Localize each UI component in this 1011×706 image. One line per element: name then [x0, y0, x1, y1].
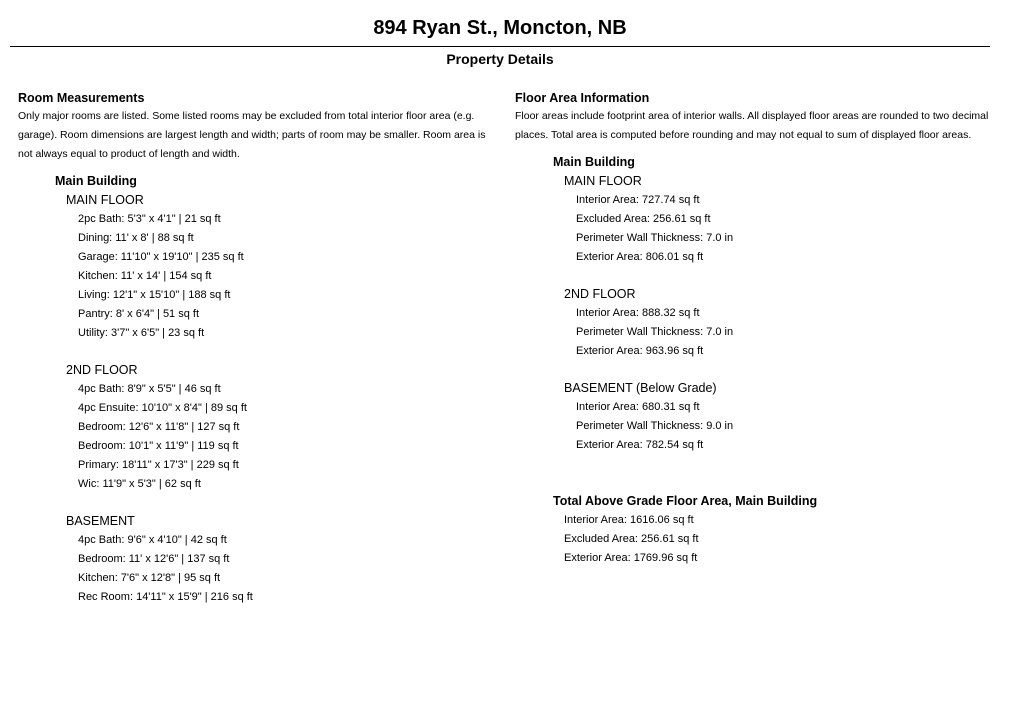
room-floor-main [18, 191, 488, 343]
total-area-item: Interior Area: 1616.06 sq ft [564, 514, 694, 526]
area-building-heading: Main Building [553, 155, 635, 169]
area-item: Exterior Area: 782.54 sq ft [576, 439, 704, 451]
area-item: Exterior Area: 806.01 sq ft [576, 251, 704, 263]
total-area-item: Excluded Area: 256.61 sq ft [564, 533, 699, 545]
room-item: 4pc Bath: 9'6" x 4'10" | 42 sq ft [78, 534, 227, 546]
room-item: Bedroom: 11' x 12'6" | 137 sq ft [78, 553, 230, 565]
room-measurements-description: Only major rooms are listed. Some listed rooms may be excluded from total interior floor area (e.g. garage). Room dimensions are largest length and width; parts of room may be smaller. Room area is not always equal to product of length and width. [18, 110, 486, 160]
area-item: Exterior Area: 963.96 sq ft [576, 345, 704, 357]
room-measurements-section [18, 89, 488, 607]
room-item: Utility: 3'7" x 6'5" | 23 sq ft [78, 327, 205, 339]
area-floor-main [515, 172, 995, 267]
room-item: Kitchen: 7'6" x 12'8" | 95 sq ft [78, 572, 221, 584]
floor-area-description: Floor areas include footprint area of interior walls. All displayed floor areas are rounded to two decimal places. Total area is computed before rounding and may not equal to sum of displayed floor areas. [515, 110, 989, 141]
room-item: 4pc Bath: 8'9" x 5'5" | 46 sq ft [78, 383, 221, 395]
total-area-item: Exterior Area: 1769.96 sq ft [564, 552, 698, 564]
room-item: Rec Room: 14'11" x 15'9" | 216 sq ft [78, 591, 253, 603]
floor-heading: MAIN FLOOR [66, 193, 144, 207]
area-item: Perimeter Wall Thickness: 7.0 in [576, 232, 734, 244]
page-subtitle: Property Details [446, 51, 554, 67]
header-divider [10, 46, 990, 47]
total-area-heading: Total Above Grade Floor Area, Main Building [553, 494, 818, 508]
area-item: Interior Area: 727.74 sq ft [576, 194, 700, 206]
area-item: Excluded Area: 256.61 sq ft [576, 213, 711, 225]
floor-heading: MAIN FLOOR [564, 174, 642, 188]
room-item: 2pc Bath: 5'3" x 4'1" | 21 sq ft [78, 213, 221, 225]
floor-area-heading: Floor Area Information [515, 91, 650, 105]
room-measurements-heading: Room Measurements [18, 91, 145, 105]
room-floor-basement [18, 512, 488, 607]
area-item: Perimeter Wall Thickness: 9.0 in [576, 420, 734, 432]
area-item: Interior Area: 680.31 sq ft [576, 401, 700, 413]
room-floor-2nd [18, 361, 488, 494]
room-item: 4pc Ensuite: 10'10" x 8'4" | 89 sq ft [78, 402, 247, 414]
floor-heading: 2ND FLOOR [66, 363, 138, 377]
room-item: Garage: 11'10" x 19'10" | 235 sq ft [78, 251, 244, 263]
floor-heading: BASEMENT (Below Grade) [564, 381, 717, 395]
room-building-heading: Main Building [55, 174, 137, 188]
total-area-block [515, 492, 995, 568]
page-title: 894 Ryan St., Moncton, NB [373, 17, 627, 39]
area-item: Perimeter Wall Thickness: 7.0 in [576, 326, 734, 338]
room-item: Kitchen: 11' x 14' | 154 sq ft [78, 270, 212, 282]
room-item: Bedroom: 12'6" x 11'8" | 127 sq ft [78, 421, 240, 433]
floor-heading: BASEMENT [66, 514, 135, 528]
room-item: Living: 12'1" x 15'10" | 188 sq ft [78, 289, 231, 301]
area-floor-2nd [515, 285, 995, 361]
floor-heading: 2ND FLOOR [564, 287, 636, 301]
room-item: Dining: 11' x 8' | 88 sq ft [78, 232, 194, 244]
floor-area-section [515, 89, 995, 568]
room-item: Bedroom: 10'1" x 11'9" | 119 sq ft [78, 440, 239, 452]
room-item: Wic: 11'9" x 5'3" | 62 sq ft [78, 478, 201, 490]
area-item: Interior Area: 888.32 sq ft [576, 307, 700, 319]
area-floor-basement [515, 379, 995, 455]
room-item: Pantry: 8' x 6'4" | 51 sq ft [78, 308, 200, 320]
room-item: Primary: 18'11" x 17'3" | 229 sq ft [78, 459, 239, 471]
